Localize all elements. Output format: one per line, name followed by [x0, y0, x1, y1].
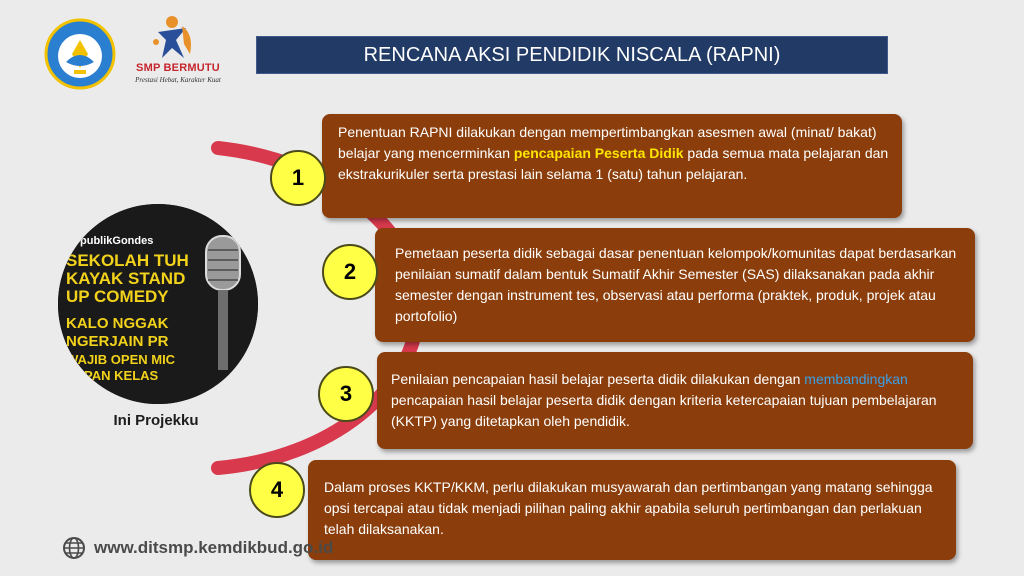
- page-title: RENCANA AKSI PENDIDIK NISCALA (RAPNI): [256, 36, 888, 74]
- step-3-text-end: pencapaian hasil belajar peserta didik dengan kriteria ketercapaian tujuan pembelajaran (KKTP) yang ditetapkan oleh pendidik.: [391, 392, 937, 429]
- step-1-text-end: pada semua mata pelajaran dan ekstrakurikuler serta prestasi lain selama 1 (satu) tahun pelajaran.: [338, 145, 889, 182]
- step-3-box: [377, 352, 973, 449]
- step-1-badge: 1: [270, 150, 326, 206]
- poster-line: publikGondes: [80, 235, 154, 247]
- poster-line: NGERJAIN PR: [66, 333, 169, 350]
- step-3-highlight: membandingkan: [804, 371, 908, 387]
- footer: [62, 534, 333, 562]
- poster-line: UP COMEDY: [66, 287, 169, 306]
- step-1-text: Penentuan RAPNI dilakukan dengan mempertimbangkan asesmen awal (minat/ bakat) belajar yang mencerminkan: [338, 124, 877, 161]
- step-4-text: Dalam proses KKTP/KKM, perlu dilakukan musyawarah dan pertimbangan yang matang sehingga opsi tercapai atau tidak menjadi pilihan paling akhir apabila seluruh pertimbangan dan perlakuan telah dilaksanakan.: [324, 479, 933, 537]
- poster-line: KAYAK STAND: [66, 269, 186, 288]
- tut-wuri-handayani-logo: [44, 18, 116, 90]
- step-3-text: Penilaian pencapaian hasil belajar peserta didik dilakukan dengan: [391, 371, 805, 387]
- poster-line: SEKOLAH TUH: [66, 251, 189, 270]
- poster-line: WAJIB OPEN MIC: [66, 352, 176, 367]
- step-2-box: [375, 228, 975, 342]
- poster-line: DEPAN KELAS: [66, 368, 159, 383]
- website-url: www.ditsmp.kemdikbud.go.id: [94, 538, 334, 557]
- star-figure-icon: [132, 14, 224, 62]
- poster-line: KALO NGGAK: [66, 315, 169, 332]
- projek-photo: [58, 204, 258, 404]
- step-4-badge: 4: [249, 462, 305, 518]
- step-2-badge: 2: [322, 244, 378, 300]
- step-2-text: Pemetaan peserta didik sebagai dasar penentuan kelompok/komunitas dapat berdasarkan penilaian sumatif dalam bentuk Sumatif Akhir Semester (SAS) dilaksanakan pada akhir semester dengan instrument tes, observasi atau performa (praktek, produk, projek atau portofolio): [395, 245, 957, 324]
- step-3-badge: 3: [318, 366, 374, 422]
- photo-caption: Ini Projekku: [113, 412, 199, 429]
- school-name: SMP BERMUTU: [136, 62, 220, 74]
- smp-bermutu-logo: [132, 14, 224, 90]
- step-1-box: [322, 114, 902, 218]
- school-tagline: Prestasi Hebat, Karakter Kuat: [135, 76, 221, 84]
- step-1-highlight: pencapaian Peserta Didik: [513, 145, 684, 161]
- step-4-box: [308, 460, 956, 560]
- globe-icon: [62, 536, 86, 560]
